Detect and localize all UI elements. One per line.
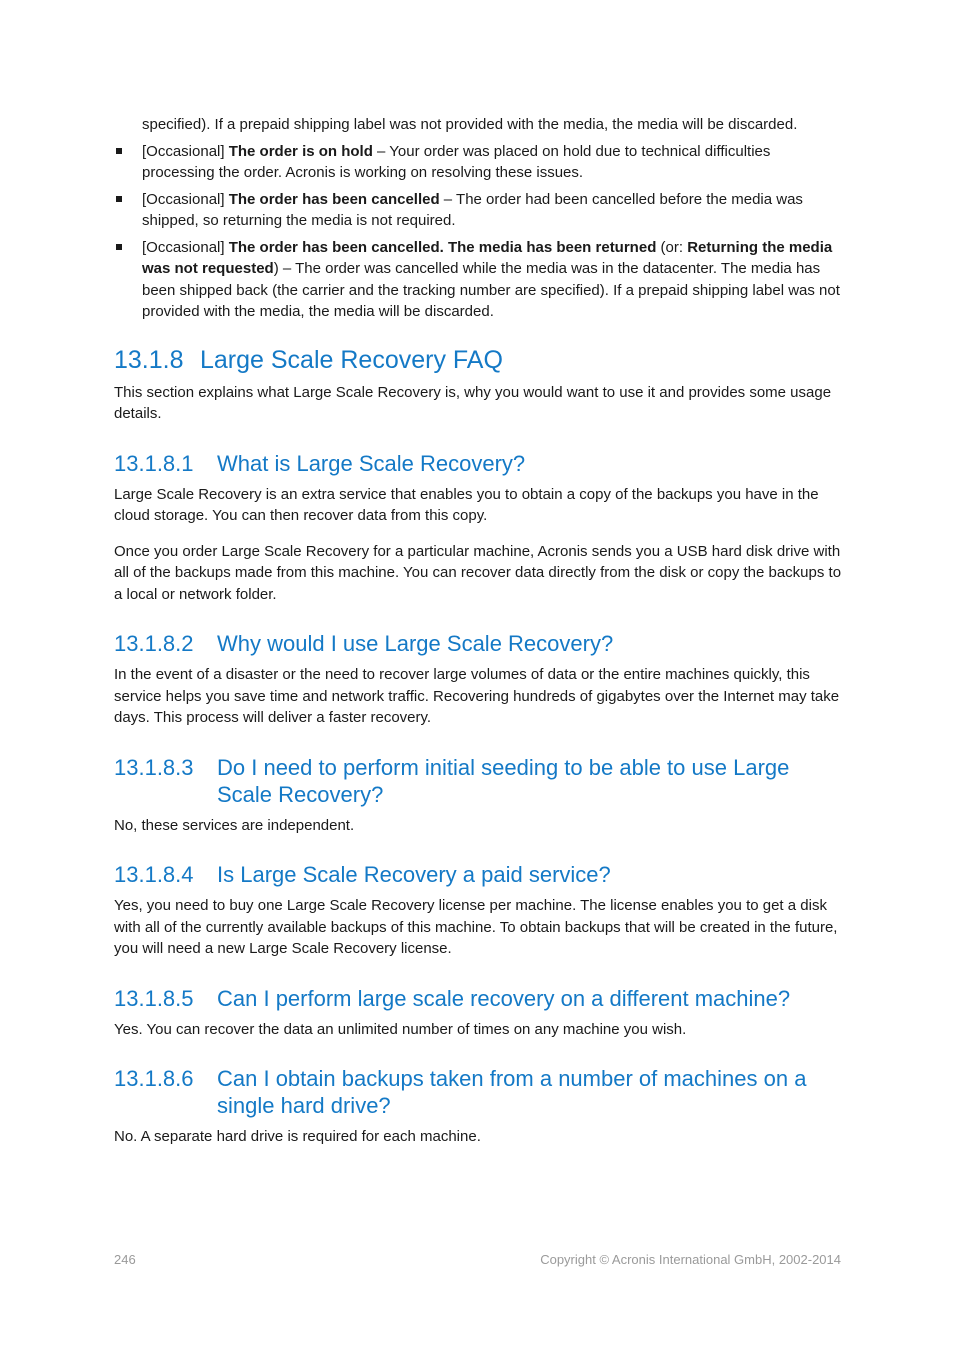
page-number: 246: [114, 1252, 136, 1267]
page-footer: [114, 1252, 841, 1267]
subsection-number: 13.1.8.2: [114, 631, 194, 656]
subsection-title: Can I perform large scale recovery on a different machine?: [217, 985, 791, 1011]
subsection-number: 13.1.8.6: [114, 1066, 194, 1091]
subsection-title: Do I need to perform initial seeding to be able to use Large Scale Recovery?: [217, 754, 790, 807]
list-item: [Occasional] The order has been cancelled – The order had been cancelled before the media was shipped, so returning the media is not required.: [114, 189, 842, 232]
subsection-heading: [114, 450, 842, 477]
paragraph: No, these services are independent.: [114, 816, 355, 834]
copyright-text: Copyright © Acronis International GmbH, 2002-2014: [540, 1252, 841, 1267]
paragraph: Yes. You can recover the data an unlimited number of times on any machine you wish.: [114, 1020, 687, 1038]
subsection-number: 13.1.8.5: [114, 985, 194, 1011]
section-heading: [114, 345, 842, 375]
subsection-heading: [114, 861, 842, 888]
section-title: Large Scale Recovery FAQ: [200, 345, 503, 374]
subsection-title: Why would I use Large Scale Recovery?: [217, 631, 614, 656]
list-item: [Occasional] The order has been cancelled. The media has been returned (or: Returning the media was not requested) – The order was cancelled while the media was in the datacenter. The media has been shipped back (the carrier and the tracking number are specified). If a prepaid shipping label was not provided with the media, the media will be discarded.: [114, 237, 842, 323]
subsection-heading: [114, 985, 842, 1012]
subsection-number: 13.1.8.3: [114, 754, 194, 780]
subsection-heading: [114, 1065, 842, 1119]
section-number: 13.1.8: [114, 345, 184, 374]
document-page: [114, 114, 842, 1148]
subsection-title: Can I obtain backups taken from a number of machines on a single hard drive?: [217, 1066, 807, 1118]
subsection-number: 13.1.8.1: [114, 450, 194, 476]
list-item: [Occasional] The order is on hold – Your order was placed on hold due to technical difficulties processing the order. Acronis is working on resolving these issues.: [114, 141, 842, 184]
paragraph: Yes, you need to buy one Large Scale Recovery license per machine. The license enables you to get a disk with all of the currently available backups of this machine. To obtain backups that will be created in the future, you will need a new Large Scale Recovery license.: [114, 897, 838, 957]
subsection-number: 13.1.8.4: [114, 862, 194, 887]
bullet-square-icon: [116, 244, 122, 250]
paragraph: Large Scale Recovery is an extra service that enables you to obtain a copy of the backups you have in the cloud storage. You can then recover data from this copy.: [114, 485, 819, 524]
subsection-title: What is Large Scale Recovery?: [217, 450, 526, 476]
paragraph: No. A separate hard drive is required for each machine.: [114, 1128, 481, 1145]
bullet-square-icon: [116, 196, 122, 202]
paragraph: In the event of a disaster or the need to recover large volumes of data or the entire machines quickly, this service helps you save time and network traffic. Recovering hundreds of gigabytes over the Internet may take days. This process will deliver a faster recovery.: [114, 666, 840, 726]
section-intro: This section explains what Large Scale Recovery is, why you would want to use it and provides some usage details.: [114, 383, 832, 422]
continuation-text: specified). If a prepaid shipping label was not provided with the media, the media will be discarded.: [142, 116, 798, 133]
subsection-heading: [114, 630, 842, 657]
subsection-heading: [114, 754, 842, 808]
paragraph: Once you order Large Scale Recovery for a particular machine, Acronis sends you a USB hard disk drive with all of the backups made from this machine. You can recover data directly from the disk or copy the backups to a local or network folder.: [114, 542, 842, 603]
subsection-title: Is Large Scale Recovery a paid service?: [217, 862, 611, 887]
bullet-square-icon: [116, 148, 122, 154]
status-bullet-list: [114, 141, 842, 323]
